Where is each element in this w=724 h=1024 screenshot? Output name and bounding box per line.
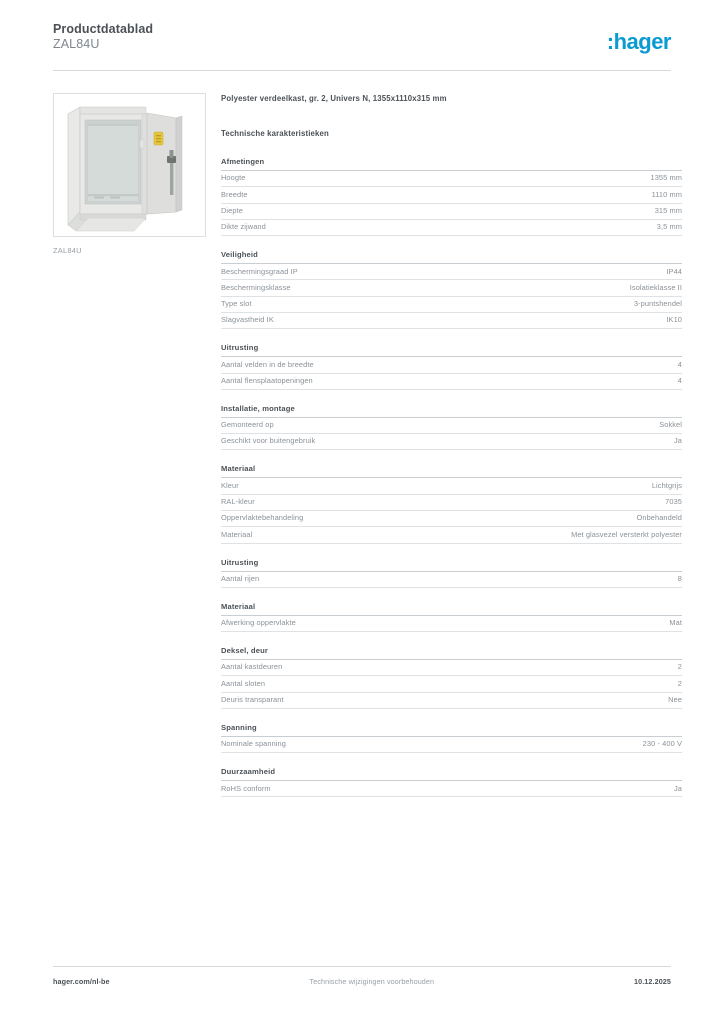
spec-label: Beschermingsklasse [221,282,291,292]
spec-row [221,187,682,203]
spec-value: Ja [673,783,682,793]
spec-value: Sokkel [659,420,682,430]
spec-row [221,313,682,329]
spec-row [221,478,682,494]
spec-value: 315 mm [654,205,682,215]
product-image-panel [53,93,206,255]
page-title: Productdatablad [53,22,154,36]
spec-label: Kleur [221,480,239,490]
spec-value: Met glasvezel versterkt polyester [571,529,682,539]
spec-value: Lichtgrijs [651,480,682,490]
spec-value: 4 [677,375,682,385]
spec-group [221,464,682,543]
spec-label: Type slot [221,299,252,309]
spec-value: 2 [677,678,682,688]
spec-group-title: Duurzaamheid [221,767,682,781]
footer-date: 10.12.2025 [634,976,671,986]
spec-label: Aantal sloten [221,678,266,688]
footer-divider [53,966,671,967]
spec-label: Dikte zijwand [221,222,266,232]
spec-value: 1355 mm [650,173,682,183]
spec-group-title: Materiaal [221,602,682,616]
spec-row [221,297,682,313]
spec-label: Slagvastheid IK [221,315,274,325]
spec-row [221,781,682,797]
spec-value: 230 - 400 V [642,739,682,749]
spec-row [221,495,682,511]
spec-value: IP44 [666,266,682,276]
product-image-caption: ZAL84U [53,246,82,255]
spec-row [221,280,682,296]
spec-value: 4 [677,359,682,369]
spec-label: RoHS conform [221,783,271,793]
footer-website-link[interactable]: hager.com/nl-be [53,976,110,986]
spec-label: Breedte [221,189,248,199]
technical-characteristics-heading: Technische karakteristieken [221,129,329,138]
product-image-frame [53,93,206,237]
product-description: Polyester verdeelkast, gr. 2, Univers N, 1355x1110x315 mm [221,94,447,103]
footer-disclaimer: Technische wijzigingen voorbehouden [309,976,435,986]
header-divider [53,70,671,71]
spec-value: IK10 [666,315,682,325]
page-header [53,22,671,70]
hager-logo: :hager [606,29,671,54]
spec-label: Aantal kastdeuren [221,662,283,672]
spec-row [221,676,682,692]
spec-label: Aantal velden in de breedte [221,359,314,369]
spec-label: Gemonteerd op [221,420,274,430]
spec-value: 1110 mm [651,189,682,199]
spec-value: 3-puntshendel [633,299,682,309]
spec-group [221,558,682,588]
spec-row [221,693,682,709]
spec-row [221,434,682,450]
spec-row [221,660,682,676]
spec-group-title: Uitrusting [221,558,682,572]
spec-label: Afwerking oppervlakte [221,618,296,628]
spec-group [221,157,682,236]
spec-label: Deuris transparant [221,695,284,705]
page-footer [53,971,671,991]
product-cabinet-illustration [54,94,205,236]
spec-group [221,343,682,390]
spec-row [221,511,682,527]
spec-label: Nominale spanning [221,739,286,749]
spec-group-title: Materiaal [221,464,682,478]
spec-label: Beschermingsgraad IP [221,266,298,276]
spec-value: 3,5 mm [656,222,682,232]
spec-row [221,616,682,632]
spec-row [221,264,682,280]
spec-value: Nee [668,695,682,705]
product-code-subtitle: ZAL84U [53,37,100,51]
spec-group-title: Afmetingen [221,157,682,171]
spec-groups-container [221,157,682,797]
spec-value: Isolatieklasse II [629,282,682,292]
spec-label: Materiaal [221,529,253,539]
spec-group [221,404,682,451]
spec-label: Diepte [221,205,243,215]
spec-value: 7035 [665,497,682,507]
spec-value: 8 [677,573,682,583]
spec-label: RAL-kleur [221,497,255,507]
spec-group [221,250,682,329]
spec-label: Aantal flensplaatopeningen [221,375,313,385]
spec-row [221,572,682,588]
spec-value: Ja [673,436,682,446]
spec-group [221,646,682,709]
spec-row [221,357,682,373]
spec-group-title: Deksel, deur [221,646,682,660]
spec-group-title: Spanning [221,723,682,737]
spec-group-title: Installatie, montage [221,404,682,418]
spec-row [221,527,682,543]
spec-group-title: Veiligheid [221,250,682,264]
spec-label: Geschikt voor buitengebruik [221,436,316,446]
spec-value: Mat [669,618,682,628]
spec-row [221,374,682,390]
spec-value: 2 [677,662,682,672]
spec-row [221,220,682,236]
spec-group [221,723,682,753]
spec-label: Aantal rijen [221,573,260,583]
spec-row [221,171,682,187]
spec-row [221,737,682,753]
spec-group [221,767,682,797]
spec-value: Onbehandeld [636,513,682,523]
spec-row [221,418,682,434]
spec-label: Oppervlaktebehandeling [221,513,304,523]
specifications-content [221,93,682,797]
spec-group-title: Uitrusting [221,343,682,357]
spec-row [221,204,682,220]
spec-label: Hoogte [221,173,246,183]
spec-group [221,602,682,632]
